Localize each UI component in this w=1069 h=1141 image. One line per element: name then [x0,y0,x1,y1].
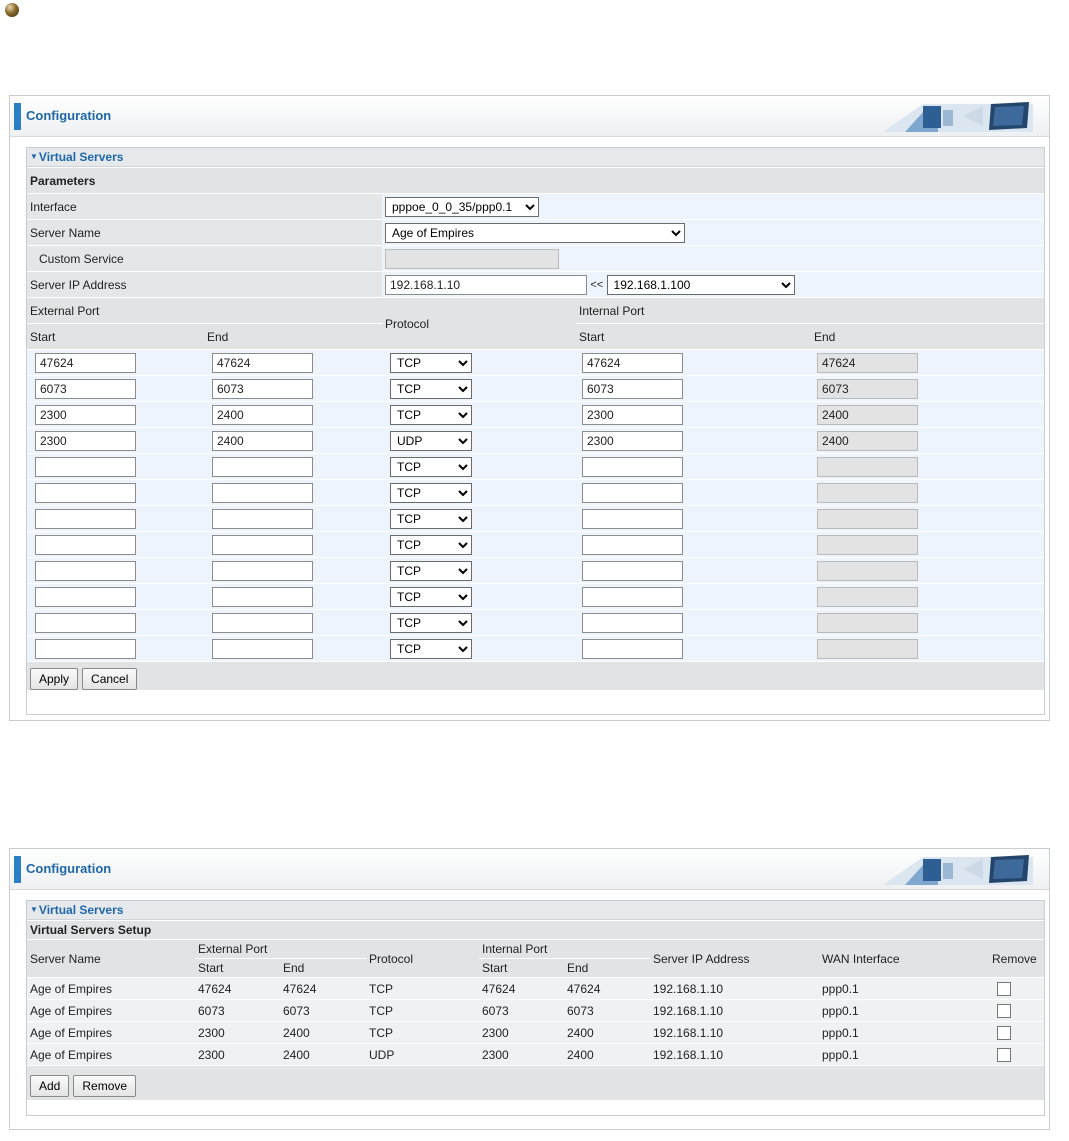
int-start-input[interactable] [582,535,683,555]
setup-title: Virtual Servers Setup [27,921,1044,939]
add-button[interactable]: Add [30,1075,69,1097]
custom-service-label: Custom Service [27,246,382,271]
ext-end-cell: 47624 [280,978,366,999]
ext-start-input[interactable] [35,379,136,399]
ext-end-input[interactable] [212,509,313,529]
server-name-cell: Age of Empires [27,1000,195,1021]
int-end-input[interactable] [817,587,918,607]
ext-end-cell: 6073 [280,1000,366,1021]
server-ip-header: Server IP Address [650,940,819,977]
int-end-input[interactable] [817,535,918,555]
remove-button[interactable]: Remove [73,1075,136,1097]
ext-end-input[interactable] [212,587,313,607]
ext-start-header: Start [195,959,280,977]
ext-end-header: End [280,959,366,977]
protocol-select[interactable] [390,405,472,425]
int-end-input[interactable] [817,561,918,581]
section-title-text: Virtual Servers [38,150,124,164]
server-ip-cell: 192.168.1.10 [650,1044,819,1065]
port-row [27,428,1044,453]
server-ip-input[interactable] [385,275,587,295]
ext-start-input[interactable] [35,457,136,477]
int-start-cell: 6073 [479,1000,564,1021]
protocol-select[interactable] [390,587,472,607]
interface-select[interactable] [385,197,539,217]
section-title [27,901,1044,920]
panel-header [10,849,1049,890]
protocol-cell: TCP [366,1022,479,1043]
ext-end-input[interactable] [212,639,313,659]
ext-start-input[interactable] [35,353,136,373]
wan-interface-cell: ppp0.1 [819,978,989,999]
server-name-cell: Age of Empires [27,978,195,999]
int-end-input[interactable] [817,353,918,373]
int-start-cell: 47624 [479,978,564,999]
port-row [27,454,1044,479]
panel-title: Configuration [26,108,112,123]
ext-end-cell: 2400 [280,1022,366,1043]
protocol-select[interactable] [390,613,472,633]
ext-start-header: Start [27,324,204,349]
table-row [27,978,1044,999]
port-row [27,350,1044,375]
interface-label: Interface [27,194,382,219]
internal-port-header: Internal Port [576,298,1044,323]
table-row [27,1000,1044,1021]
banner-logo-icon [883,853,1033,885]
server-ip-label: Server IP Address [27,272,382,297]
config-panel-edit [9,95,1050,721]
int-end-input[interactable] [817,639,918,659]
virtual-servers-table [27,920,1044,1101]
int-end-cell: 2400 [564,1022,650,1043]
table-row [27,1022,1044,1043]
port-row [27,532,1044,557]
ext-start-cell: 47624 [195,978,280,999]
int-start-input[interactable] [582,483,683,503]
remove-checkbox[interactable] [997,982,1011,996]
int-start-input[interactable] [582,639,683,659]
protocol-select[interactable] [390,431,472,451]
wan-interface-header: WAN Interface [819,940,989,977]
int-start-input[interactable] [582,613,683,633]
port-row [27,636,1044,661]
server-name-select[interactable] [385,223,685,243]
external-port-header: External Port [27,298,382,323]
protocol-cell: TCP [366,1000,479,1021]
int-start-header: Start [479,959,564,977]
ext-start-cell: 2300 [195,1044,280,1065]
ext-end-input[interactable] [212,405,313,425]
remove-cell [989,1000,1044,1021]
remove-cell [989,978,1044,999]
ext-start-input[interactable] [35,639,136,659]
protocol-header: Protocol [366,940,479,977]
parameters-title: Parameters [27,168,1044,193]
int-end-cell: 2400 [564,1044,650,1065]
ext-start-input[interactable] [35,483,136,503]
ext-start-input[interactable] [35,587,136,607]
protocol-select[interactable] [390,561,472,581]
remove-cell [989,1044,1044,1065]
server-ip-cell: 192.168.1.10 [650,1000,819,1021]
protocol-select[interactable] [390,509,472,529]
internal-port-header: Internal Port [479,940,650,958]
protocol-cell: UDP [366,1044,479,1065]
ext-start-input[interactable] [35,431,136,451]
port-row [27,610,1044,635]
int-end-input[interactable] [817,431,918,451]
protocol-select[interactable] [390,379,472,399]
panel-title: Configuration [26,861,112,876]
port-row [27,584,1044,609]
protocol-select[interactable] [390,535,472,555]
banner-logo-icon [883,100,1033,132]
int-end-input[interactable] [817,613,918,633]
ext-start-input[interactable] [35,405,136,425]
ext-start-cell: 6073 [195,1000,280,1021]
ext-end-input[interactable] [212,483,313,503]
int-start-input[interactable] [582,561,683,581]
server-name-header: Server Name [27,940,195,977]
int-start-input[interactable] [582,509,683,529]
ext-end-input[interactable] [212,431,313,451]
server-name-cell: Age of Empires [27,1022,195,1043]
apply-button[interactable]: Apply [30,668,78,690]
int-start-input[interactable] [582,379,683,399]
int-end-header: End [564,959,650,977]
remove-checkbox[interactable] [997,1048,1011,1062]
ext-start-input[interactable] [35,509,136,529]
int-end-input[interactable] [817,405,918,425]
remove-checkbox[interactable] [997,1026,1011,1040]
config-panel-list [9,848,1050,1130]
section-title [27,148,1044,167]
bullet-icon [5,3,19,17]
server-name-cell: Age of Empires [27,1044,195,1065]
panel-header [10,96,1049,137]
int-start-cell: 2300 [479,1022,564,1043]
header-accent-bar [14,856,21,883]
protocol-select[interactable] [390,639,472,659]
table-row [27,1044,1044,1065]
collapse-triangle-icon[interactable]: ▼ [30,905,38,914]
int-end-input[interactable] [817,483,918,503]
protocol-select[interactable] [390,483,472,503]
wan-interface-cell: ppp0.1 [819,1000,989,1021]
external-port-header: External Port [195,940,366,958]
port-row [27,402,1044,427]
custom-service-input[interactable] [385,249,559,269]
ext-end-input[interactable] [212,613,313,633]
server-name-label: Server Name [27,220,382,245]
header-accent-bar [14,103,21,130]
ext-end-input[interactable] [212,457,313,477]
collapse-triangle-icon[interactable]: ▼ [30,152,38,161]
ext-start-input[interactable] [35,561,136,581]
int-end-input[interactable] [817,509,918,529]
int-start-input[interactable] [582,431,683,451]
ext-end-input[interactable] [212,561,313,581]
server-ip-cell: 192.168.1.10 [650,1022,819,1043]
ext-end-cell: 2400 [280,1044,366,1065]
protocol-header: Protocol [382,298,576,349]
ext-start-cell: 2300 [195,1022,280,1043]
ext-end-input[interactable] [212,353,313,373]
ext-end-input[interactable] [212,379,313,399]
remove-cell [989,1022,1044,1043]
protocol-select[interactable] [390,457,472,477]
int-end-cell: 6073 [564,1000,650,1021]
int-start-header: Start [576,324,811,349]
protocol-select[interactable] [390,353,472,373]
remove-checkbox[interactable] [997,1004,1011,1018]
ext-start-input[interactable] [35,535,136,555]
port-row [27,506,1044,531]
cancel-button[interactable]: Cancel [82,668,137,690]
int-end-cell: 47624 [564,978,650,999]
lan-ip-select[interactable] [607,275,795,295]
int-start-input[interactable] [582,405,683,425]
port-row [27,558,1044,583]
int-start-cell: 2300 [479,1044,564,1065]
port-row [27,480,1044,505]
int-start-input[interactable] [582,587,683,607]
ext-end-input[interactable] [212,535,313,555]
remove-header: Remove [989,940,1044,977]
section-title-text: Virtual Servers [38,903,124,917]
int-end-input[interactable] [817,379,918,399]
ext-end-header: End [204,324,382,349]
int-end-header: End [811,324,1044,349]
protocol-cell: TCP [366,978,479,999]
virtual-servers-section [26,147,1045,715]
wan-interface-cell: ppp0.1 [819,1022,989,1043]
int-start-input[interactable] [582,457,683,477]
int-end-input[interactable] [817,457,918,477]
copy-ip-arrow: << [590,278,604,291]
ext-start-input[interactable] [35,613,136,633]
virtual-servers-list-section [26,900,1045,1116]
port-row [27,376,1044,401]
server-ip-cell: 192.168.1.10 [650,978,819,999]
int-start-input[interactable] [582,353,683,373]
parameters-table [27,167,1044,691]
wan-interface-cell: ppp0.1 [819,1044,989,1065]
